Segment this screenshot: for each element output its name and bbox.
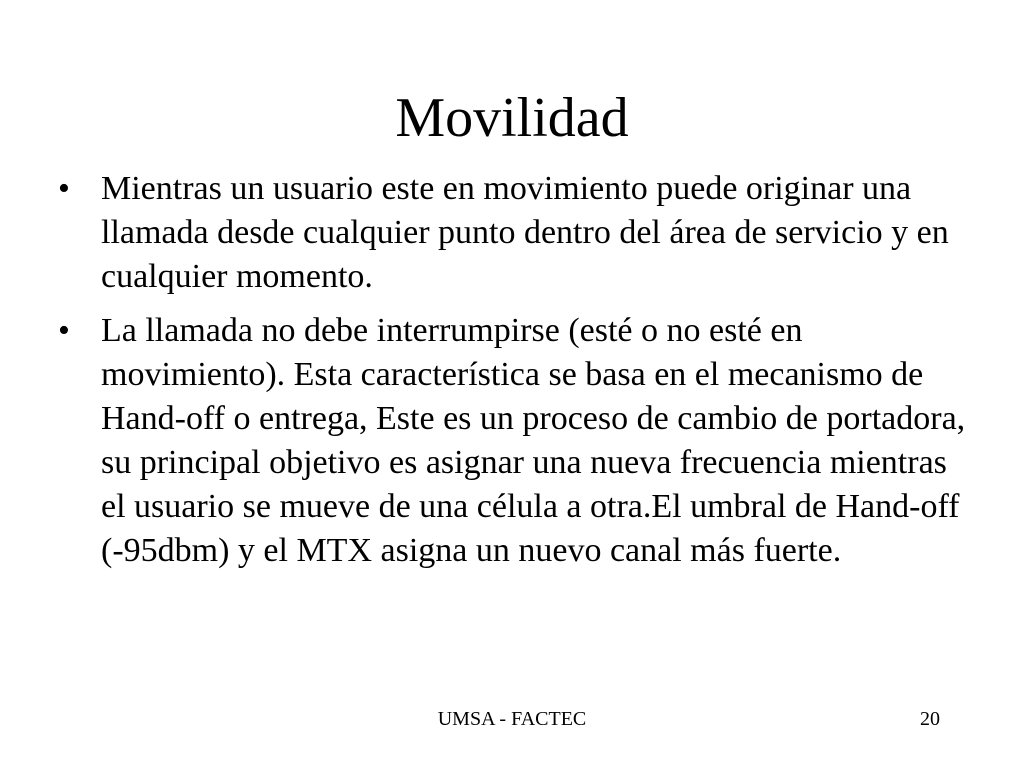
bullet-item-2: [58, 309, 978, 573]
bullet-text: La llamada no debe interrumpirse (esté o no esté en movimiento). Esta característica se basa en el mecanismo de Hand-off o entrega, Este es un proceso de cambio de portadora, su principal objetivo es asignar una nueva frecuencia mientras el usuario se mueve de una célula a otra.El umbral de Hand-off (-95dbm) y el MTX asigna un nuevo canal más fuerte.: [101, 312, 966, 569]
bullet-text: Mientras un usuario este en movimiento puede originar una llamada desde cualquier punto dentro del área de servicio y en cualquier momento.: [101, 170, 949, 295]
footer-text: UMSA - FACTEC: [437, 708, 587, 730]
page-number: 20: [920, 708, 940, 730]
bullet-list: [58, 167, 978, 583]
bullet-marker: •: [58, 170, 70, 207]
bullet-marker: •: [58, 312, 70, 349]
slide-title: Movilidad: [395, 87, 629, 149]
bullet-item-1: [58, 167, 978, 299]
